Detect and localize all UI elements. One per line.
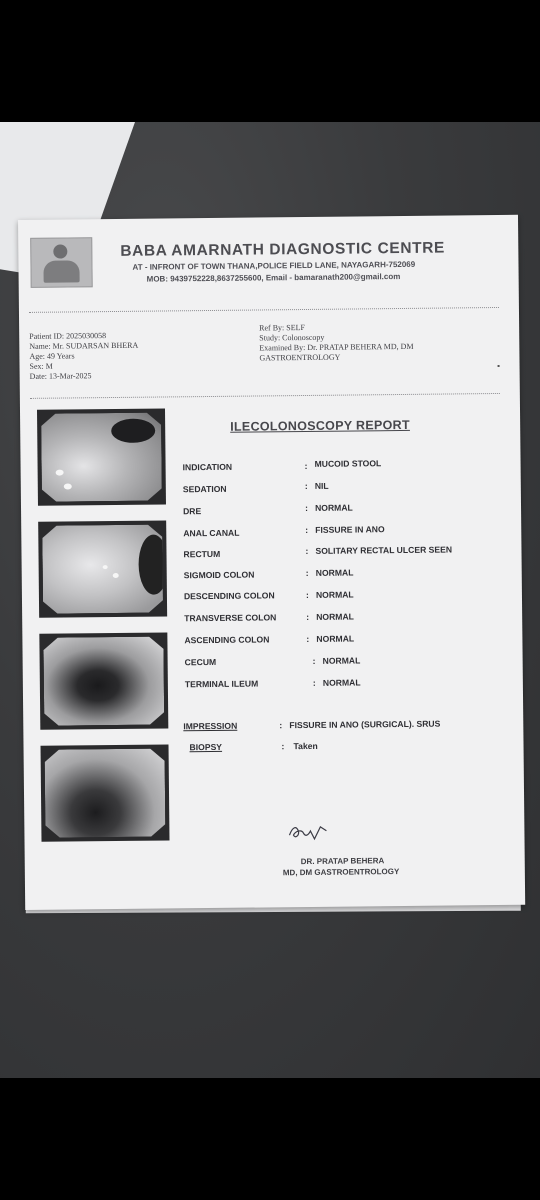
- biopsy-value: Taken: [293, 740, 318, 752]
- finding-label: ANAL CANAL: [183, 527, 240, 539]
- finding-label: SIGMOID COLON: [183, 569, 255, 581]
- colon-separator: :: [306, 611, 310, 623]
- clinic-logo: [30, 237, 93, 288]
- colon-separator: :: [305, 545, 309, 557]
- endoscopy-image-1: [37, 408, 166, 505]
- divider-top: [29, 307, 499, 313]
- examined-by: Examined By: Dr. PRATAP BEHERA MD, DM: [259, 341, 414, 353]
- finding-label: RECTUM: [183, 548, 221, 560]
- ref-by: Ref By: SELF: [259, 323, 305, 333]
- biopsy-label: BIOPSY: [189, 741, 223, 753]
- department: GASTROENTROLOGY: [259, 352, 341, 363]
- finding-label: INDICATION: [182, 461, 233, 473]
- colon-separator: :: [305, 589, 309, 601]
- impression-label: IMPRESSION: [183, 720, 238, 732]
- finding-label: CECUM: [184, 656, 217, 668]
- finding-value: NORMAL: [322, 677, 361, 688]
- colon-separator: :: [279, 720, 283, 731]
- report-date: Date: 13-Mar-2025: [29, 371, 92, 381]
- colon-separator: :: [304, 502, 308, 514]
- finding-label: ASCENDING COLON: [184, 634, 270, 646]
- finding-value: NORMAL: [315, 567, 354, 578]
- finding-value: NORMAL: [314, 502, 353, 513]
- finding-value: NORMAL: [322, 655, 361, 666]
- endoscopy-image-2: [38, 520, 167, 617]
- impression-value: FISSURE IN ANO (SURGICAL). SRUS: [289, 718, 441, 731]
- colon-separator: :: [281, 741, 285, 752]
- patient-age: Age: 49 Years: [29, 351, 75, 361]
- colon-separator: :: [304, 460, 308, 472]
- colon-separator: :: [312, 677, 316, 688]
- clinic-contact: MOB: 9439752228,8637255600, Email - bamaranath200@gmail.com: [146, 271, 401, 284]
- patient-id: Patient ID: 2025030058: [29, 331, 107, 341]
- colon-separator: :: [305, 567, 309, 579]
- finding-value: NORMAL: [316, 633, 355, 644]
- signatory-credentials: MD, DM GASTROENTROLOGY: [282, 867, 400, 878]
- finding-label: TERMINAL ILEUM: [184, 678, 259, 690]
- ink-mark: [498, 365, 500, 367]
- finding-label: SEDATION: [182, 483, 227, 495]
- clinic-name: BABA AMARNATH DIAGNOSTIC CENTRE: [120, 239, 445, 260]
- colon-separator: :: [306, 633, 310, 645]
- finding-label: TRANSVERSE COLON: [184, 612, 277, 624]
- colon-separator: :: [312, 655, 316, 666]
- doctor-signature: [286, 821, 330, 845]
- finding-value: SOLITARY RECTAL ULCER SEEN: [315, 544, 453, 556]
- patient-sex: Sex: M: [29, 361, 53, 371]
- colon-separator: :: [305, 524, 309, 536]
- finding-value: MUCOID STOOL: [314, 458, 382, 469]
- endoscopy-image-4: [41, 744, 170, 841]
- finding-label: DESCENDING COLON: [183, 590, 275, 602]
- finding-label: DRE: [183, 506, 202, 517]
- colon-separator: :: [304, 480, 308, 492]
- endoscopy-image-3: [39, 632, 168, 729]
- divider-bottom: [30, 393, 500, 399]
- report-sheet: [18, 215, 525, 910]
- patient-name: Name: Mr. SUDARSAN BHERA: [29, 340, 139, 351]
- clinic-address: AT - INFRONT OF TOWN THANA,POLICE FIELD LANE, NAYAGARH-752069: [132, 259, 416, 272]
- finding-value: FISSURE IN ANO: [315, 524, 385, 535]
- finding-value: NORMAL: [316, 611, 354, 622]
- finding-value: NIL: [314, 480, 329, 491]
- finding-value: NORMAL: [315, 589, 354, 600]
- study: Study: Colonoscopy: [259, 332, 325, 343]
- report-title: ILECOLONOSCOPY REPORT: [230, 417, 410, 434]
- signatory-name: DR. PRATAP BEHERA: [300, 856, 385, 867]
